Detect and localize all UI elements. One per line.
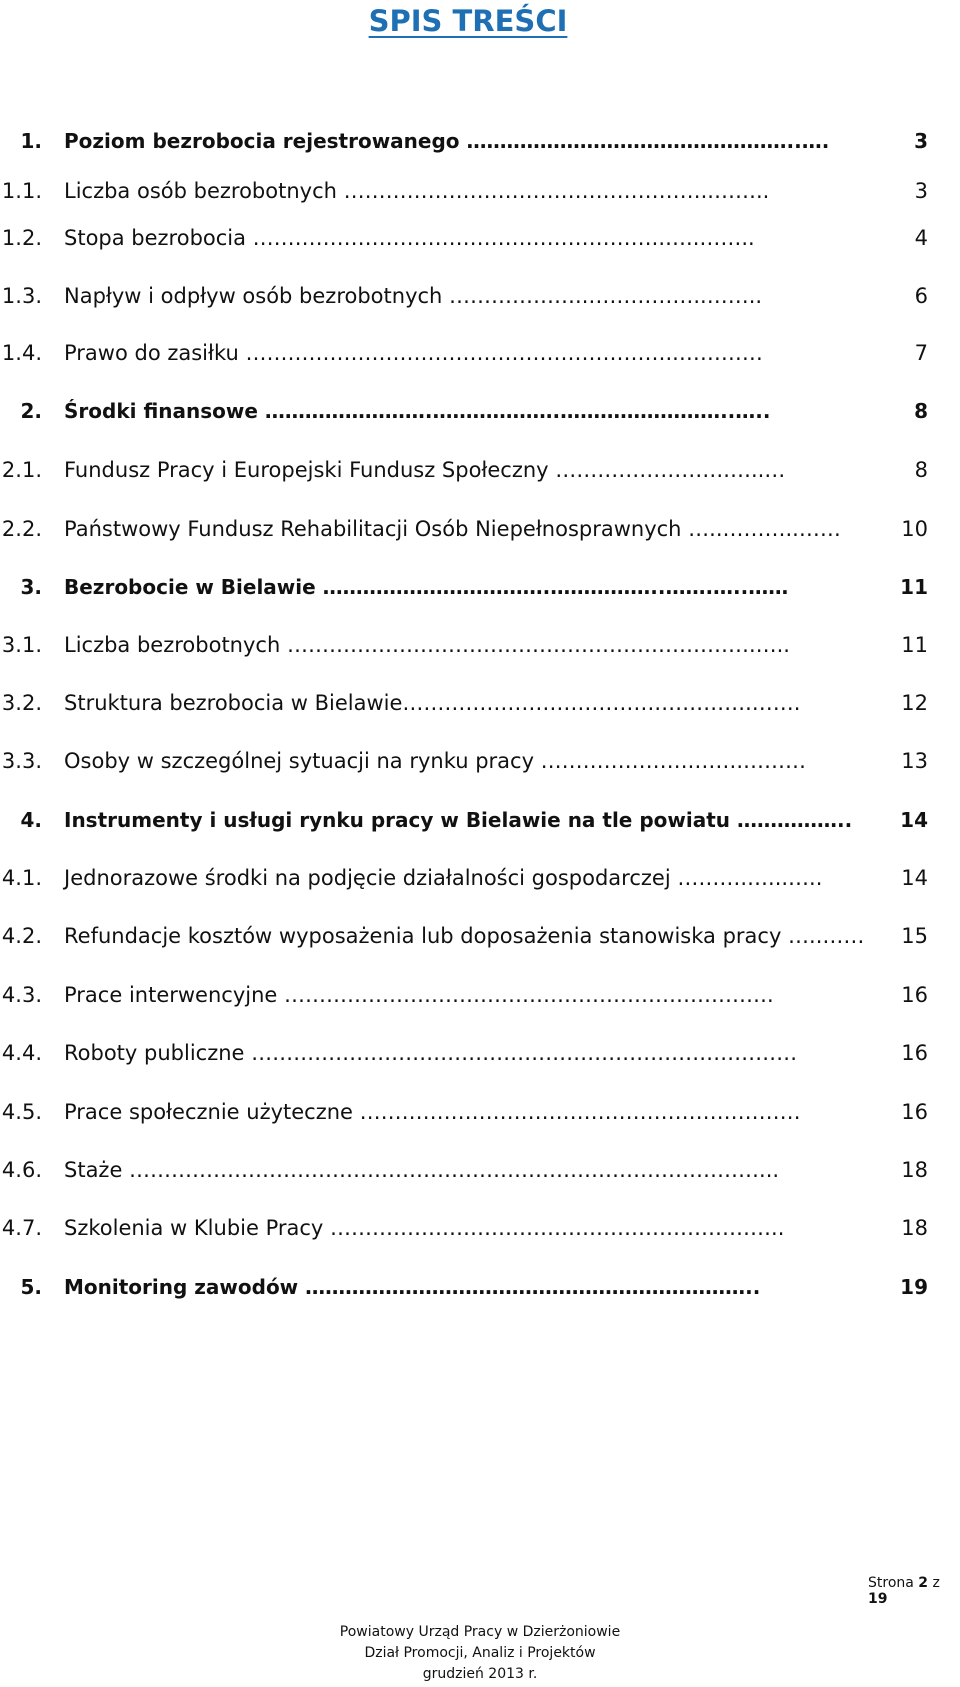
toc-entry-page: 18 [901, 1158, 928, 1182]
toc-entry-number: 1.3. [1, 284, 42, 308]
toc-entry-page: 13 [901, 749, 928, 773]
footer-department: Dział Promocji, Analiz i Projektów [364, 1645, 596, 1661]
toc-entry[interactable] [0, 394, 960, 428]
toc-entry[interactable] [0, 628, 960, 662]
page-footer [0, 1622, 960, 1685]
toc-entry[interactable] [0, 512, 960, 546]
toc-entry-number: 4.5. [1, 1100, 42, 1124]
toc-entry-page: 19 [900, 1275, 928, 1299]
toc-entry[interactable] [0, 124, 960, 158]
page-title: SPIS TREŚCI [368, 4, 568, 38]
toc-entry-page: 16 [901, 1041, 928, 1065]
toc-entry-page: 18 [901, 1216, 928, 1240]
toc-entry[interactable] [0, 279, 960, 313]
toc-entry-number: 2. [20, 399, 42, 423]
page-number-prefix: Strona [868, 1575, 914, 1591]
toc-entry-label: Roboty publiczne …………………………………………………………………… [64, 1041, 798, 1065]
toc-entry[interactable] [0, 803, 960, 837]
toc-entry-page: 14 [900, 808, 928, 832]
page-number-sep: z [932, 1575, 940, 1591]
toc-entry-page: 11 [901, 633, 928, 657]
toc-entry-number: 1. [20, 129, 42, 153]
toc-entry-label: Monitoring zawodów ………………………………………………………….. [64, 1275, 761, 1299]
toc-entry-label: Środki finansowe …………………….……………….……………………..….. [64, 399, 771, 423]
toc-entry-number: 5. [20, 1275, 42, 1299]
toc-entry-number: 3.3. [1, 749, 42, 773]
toc-entry-label: Osoby w szczególnej sytuacji na rynku pracy ………………….…….……… [64, 749, 807, 773]
toc-entry-number: 4. [20, 808, 42, 832]
toc-entry[interactable] [0, 1270, 960, 1304]
toc-entry-label: Szkolenia w Klubie Pracy ……………………………………………………….. [64, 1216, 785, 1240]
toc-entry-label: Prawo do zasiłku ……………………………………………………..………… [64, 341, 763, 365]
toc-entry-page: 8 [914, 458, 928, 482]
toc-entry-label: Liczba osób bezrobotnych ……………………………………………..…….. [64, 179, 770, 203]
toc-entry-page: 16 [901, 1100, 928, 1124]
toc-entry[interactable] [0, 1095, 960, 1129]
toc-entry-number: 3.2. [1, 691, 42, 715]
toc-entry-page: 10 [901, 517, 928, 541]
footer-date: grudzień 2013 r. [422, 1666, 538, 1682]
toc-entry[interactable] [0, 453, 960, 487]
toc-entry-label: Jednorazowe środki na podjęcie działalności gospodarczej ……….…...….. [64, 866, 823, 890]
toc-entry-page: 7 [914, 341, 928, 365]
toc-entry-number: 4.4. [1, 1041, 42, 1065]
toc-entry[interactable] [0, 174, 960, 208]
toc-entry-label: Napływ i odpływ osób bezrobotnych ………………..……………..…….. [64, 284, 763, 308]
toc-entry-number: 1.4. [1, 341, 42, 365]
page-number [868, 1575, 960, 1607]
toc-entry-label: Liczba bezrobotnych ………………………………………………………….….. [64, 633, 790, 657]
toc-entry-number: 4.3. [1, 983, 42, 1007]
toc-entry-label: Prace społecznie użyteczne ……………………………………………………… [64, 1100, 801, 1124]
toc-entry[interactable] [0, 919, 960, 953]
toc-entry-page: 14 [901, 866, 928, 890]
toc-entry-page: 15 [901, 924, 928, 948]
footer-institution: Powiatowy Urząd Pracy w Dzierżoniowie [339, 1624, 621, 1640]
toc-entry[interactable] [0, 686, 960, 720]
toc-entry-page: 8 [914, 399, 928, 423]
toc-entry-number: 1.2. [1, 226, 42, 250]
toc-entry-label: Poziom bezrobocia rejestrowanego …………………………………………..…. [64, 129, 830, 153]
toc-entry-label: Państwowy Fundusz Rehabilitacji Osób Niepełnosprawnych …..………..…… [64, 517, 841, 541]
toc-entry[interactable] [0, 1036, 960, 1070]
toc-entry[interactable] [0, 744, 960, 778]
toc-entry-label: Instrumenty i usługi rynku pracy w Bielawie na tle powiatu …………….. [64, 808, 853, 832]
toc-entry-number: 4.1. [1, 866, 42, 890]
toc-entry[interactable] [0, 570, 960, 604]
toc-entry-label: Staże ………………………………………………………………………………... [64, 1158, 780, 1182]
toc-entry-label: Prace interwencyjne ……………………………………………………………. [64, 983, 774, 1007]
toc-entry-label: Fundusz Pracy i Europejski Fundusz Społeczny …………………….…..… [64, 458, 786, 482]
toc-entry-page: 16 [901, 983, 928, 1007]
toc-entry-page: 3 [914, 129, 928, 153]
toc-entry-number: 1.1. [1, 179, 42, 203]
page-number-current: 2 [918, 1575, 929, 1591]
toc-entry-label: Refundacje kosztów wyposażenia lub doposażenia stanowiska pracy …..…… [64, 924, 865, 948]
toc-entry-label: Struktura bezrobocia w Bielawie……………………………….………….……. [64, 691, 801, 715]
toc-entry-page: 11 [900, 575, 928, 599]
toc-entry-number: 3.1. [1, 633, 42, 657]
toc-entry-label: Bezrobocie w Bielawie …………………………….……………..…….…..…… [64, 575, 789, 599]
toc-entry-number: 4.2. [1, 924, 42, 948]
toc-entry[interactable] [0, 1211, 960, 1245]
toc-entry[interactable] [0, 221, 960, 255]
toc-entry[interactable] [0, 861, 960, 895]
toc-entry-page: 3 [914, 179, 928, 203]
page-number-total: 19 [868, 1591, 888, 1607]
toc-entry-page: 6 [914, 284, 928, 308]
toc-entry-number: 2.2. [1, 517, 42, 541]
toc-entry-page: 12 [901, 691, 928, 715]
toc-entry[interactable] [0, 336, 960, 370]
toc-entry-label: Stopa bezrobocia …………………………………………………..…..…….. [64, 226, 755, 250]
toc-entry-page: 4 [914, 226, 928, 250]
toc-entry-number: 4.7. [1, 1216, 42, 1240]
toc-entry-number: 2.1. [1, 458, 42, 482]
toc-entry[interactable] [0, 978, 960, 1012]
toc-entry[interactable] [0, 1153, 960, 1187]
toc-entry-number: 3. [20, 575, 42, 599]
toc-entry-number: 4.6. [1, 1158, 42, 1182]
